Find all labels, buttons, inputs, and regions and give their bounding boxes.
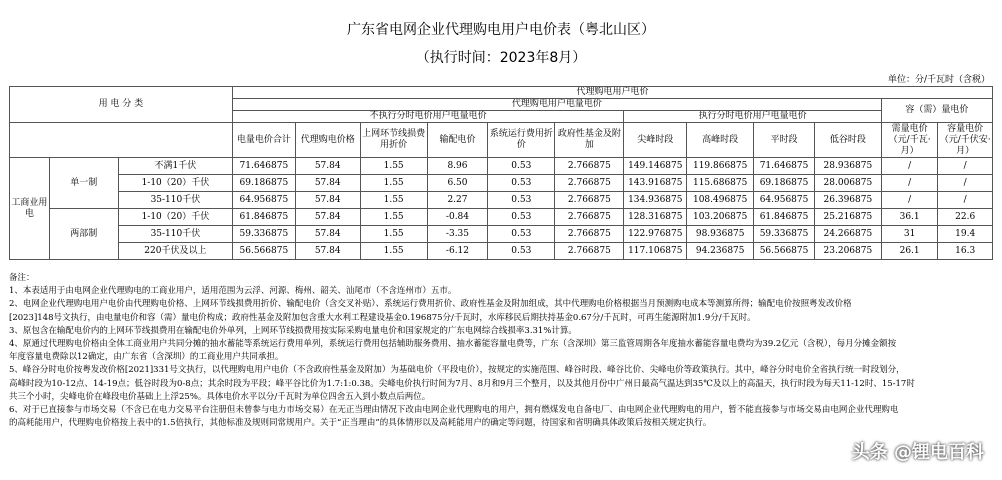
cell: 103.206875	[687, 209, 754, 226]
column-header: 输配电价	[427, 123, 488, 158]
cell: 25.216875	[814, 209, 881, 226]
column-header: 代理购电价格	[295, 123, 360, 158]
cell: 57.84	[295, 209, 360, 226]
cell: 1.55	[360, 192, 427, 209]
voltage-label: 35-110千伏	[118, 226, 232, 243]
cell: 57.84	[295, 243, 360, 260]
note-line: 5、峰谷分时电价按粤发改价格[2021]331号文执行，以代理购电用户电价（不含政府性基金及附加）为基础电价（平段电价），按规定的实施范围、峰谷时段、峰谷比价、尖峰电价等政策执行。其中，峰谷分时电价全省执行统一时段划分，	[9, 365, 905, 376]
cell: 56.566875	[232, 243, 295, 260]
cell: 143.916875	[624, 175, 687, 192]
column-header: 平时段	[754, 123, 815, 158]
cell: 134.936875	[624, 192, 687, 209]
cell: 26.1	[881, 243, 938, 260]
page-title: 广东省电网企业代理购电用户电价表（粤北山区）	[347, 22, 655, 38]
cell: /	[881, 158, 938, 175]
cell: 31	[881, 226, 938, 243]
cell: 117.106875	[624, 243, 687, 260]
cell: 16.3	[938, 243, 993, 260]
cell: 36.1	[881, 209, 938, 226]
header-blank-cell	[10, 123, 233, 158]
column-header: 低谷时段	[814, 123, 881, 158]
cell: 8.96	[427, 158, 488, 175]
cell: /	[938, 175, 993, 192]
note-line: 年度容量电费除以12确定，由广东省（含深圳）的工商业用户共同承担。	[9, 352, 284, 363]
table-row	[10, 209, 993, 226]
cell: 2.766875	[555, 175, 624, 192]
cell: 0.53	[488, 175, 555, 192]
note-line: 共三个小时，尖峰电价在峰段电价基础上上浮25%。具体电价水平以分/千瓦时为单位四舍五入到小数点后两位。	[9, 391, 431, 402]
cell: 122.976875	[624, 226, 687, 243]
note-line: 1、本表适用于由电网企业代理购电的工商业用户，适用范围为云浮、河源、梅州、韶关、汕尾市（不含连州市）五市。	[9, 286, 457, 297]
cell: 0.53	[488, 209, 555, 226]
note-line: 3、原包含在输配电价内的上网环节线损费用在输配电价外单列，上网环节线损费用按实际采购电量电价和国家规定的广东电网综合线损率3.31%计算。	[9, 325, 577, 336]
cell: 28.006875	[814, 175, 881, 192]
voltage-label: 不满1千伏	[118, 158, 232, 175]
cell: 1.55	[360, 158, 427, 175]
column-header: 电量电价合计	[232, 123, 295, 158]
header-category: 用 电 分 类	[10, 87, 233, 123]
note-line: 6、对于已直接参与市场交易（不含已在电力交易平台注册但未曾参与电力市场交易）在无正当理由情况下改由电网企业代理购电的用户，拥有燃煤发电自备电厂、由电网企业代理购电的用户，暂不能直接参与市场交易由电网企业代理购电	[9, 405, 899, 416]
cell: 22.6	[938, 209, 993, 226]
cell: /	[881, 192, 938, 209]
cell: -6.12	[427, 243, 488, 260]
cell: 19.4	[938, 226, 993, 243]
cell: 64.956875	[232, 192, 295, 209]
cell: 64.956875	[754, 192, 815, 209]
cell: 61.846875	[232, 209, 295, 226]
cell: 6.50	[427, 175, 488, 192]
cell: 0.53	[488, 192, 555, 209]
note-line: 高峰时段为10-12点、14-19点；低谷时段为0-8点；其余时段为平段；峰平谷比价为1.7:1:0.38。尖峰电价执行时间为7月、8月和9月三个整月，以及其他月份中广州日最高气温达到35℃及以上的高温天，执行时段为每天11-12时、15-17时	[9, 378, 915, 389]
column-header: 上网环节线损费用折价	[360, 123, 427, 158]
table-row	[10, 175, 993, 192]
column-header: 需量电价（元/千瓦·月）	[881, 123, 938, 158]
cell: 149.146875	[624, 158, 687, 175]
cell: -0.84	[427, 209, 488, 226]
cell: 2.766875	[555, 243, 624, 260]
cell: 71.646875	[232, 158, 295, 175]
cell: 1.55	[360, 226, 427, 243]
cell: 0.53	[488, 243, 555, 260]
table-row	[10, 226, 993, 243]
cell: 24.266875	[814, 226, 881, 243]
column-header: 系统运行费用折价	[488, 123, 555, 158]
note-line: 的高耗能用户，代理购电价格按上表中的1.5倍执行，其他标准及规则同常规用户。关于“正当理由”的具体情形以及高耗能用户的确定等问题，待国家和省明确具体政策后按相关规定执行。	[9, 418, 712, 429]
cell: 0.53	[488, 158, 555, 175]
header-non-tou: 不执行分时电价用户电量电价	[232, 111, 623, 123]
cell: 57.84	[295, 158, 360, 175]
group-label: 工商业用电	[10, 158, 50, 260]
voltage-label: 1-10（20）千伏	[118, 209, 232, 226]
cell: 61.846875	[754, 209, 815, 226]
cell: -3.35	[427, 226, 488, 243]
cell: 98.936875	[687, 226, 754, 243]
cell: 57.84	[295, 192, 360, 209]
column-header: 尖峰时段	[624, 123, 687, 158]
cell: 115.686875	[687, 175, 754, 192]
column-header: 容量电价（元/千伏安·月）	[939, 123, 991, 156]
column-header: 高峰时段	[687, 123, 754, 158]
cell: 56.566875	[754, 243, 815, 260]
cell: /	[938, 192, 993, 209]
cell: 71.646875	[754, 158, 815, 175]
watermark: 头条 @锂电百科	[851, 442, 984, 463]
cell: 57.84	[295, 175, 360, 192]
column-header: 政府性基金及附加	[555, 123, 624, 158]
cell: 2.27	[427, 192, 488, 209]
cell: 69.186875	[232, 175, 295, 192]
single-label: 单一制	[49, 158, 118, 209]
voltage-label: 35-110千伏	[118, 192, 232, 209]
cell: 59.336875	[754, 226, 815, 243]
table-row	[10, 192, 993, 209]
cell: 23.206875	[814, 243, 881, 260]
header-proxy-price: 代理购电用户电价	[232, 87, 992, 99]
cell: 28.936875	[814, 158, 881, 175]
note-line: 2、电网企业代理购电用户电价由代理购电价格、上网环节线损费用折价、输配电价（含交叉补贴）、系统运行费用折价、政府性基金及附加组成，其中代理购电价格根据当月预测购电成本等测算所得；输配电价按照粤发改价格	[9, 299, 852, 310]
note-line: [2023]148号文执行，由电量电价和容（需）量电价构成；政府性基金及附加包含重大水利工程建设基金0.196875分/千瓦时，水库移民后期扶持基金0.67分/千瓦时，可再生能源附加1.9分/千瓦时。	[9, 312, 756, 323]
notes-heading: 备注：	[9, 273, 35, 283]
cell: /	[881, 175, 938, 192]
note-line: 4、原通过代理购电价格由全体工商业用户共同分摊的抽水蓄能等系统运行费用单列，系统运行费用包括辅助服务费用、抽水蓄能容量电费等，广东（含深圳）第三监管周期各年度抽水蓄能容量电费均为39.2亿元（含税），每月分摊金额按	[9, 339, 897, 350]
cell: 2.766875	[555, 226, 624, 243]
price-table	[9, 86, 993, 260]
table-row	[10, 158, 993, 175]
cell: 1.55	[360, 243, 427, 260]
header-capacity: 容（需）量电价	[881, 99, 992, 123]
header-columns-row	[10, 123, 993, 158]
cell: 2.766875	[555, 158, 624, 175]
voltage-label: 220千伏及以上	[118, 243, 232, 260]
cell: 2.766875	[555, 192, 624, 209]
cell: 1.55	[360, 175, 427, 192]
cell: 119.866875	[687, 158, 754, 175]
double-label: 两部制	[49, 209, 118, 260]
table-row	[10, 243, 993, 260]
cell: 2.766875	[555, 209, 624, 226]
header-energy-price: 代理购电用户电量电价	[232, 99, 881, 111]
cell: /	[938, 158, 993, 175]
cell: 26.396875	[814, 192, 881, 209]
cell: 57.84	[295, 226, 360, 243]
cell: 108.496875	[687, 192, 754, 209]
page-subtitle: （执行时间：2023年8月）	[415, 50, 587, 66]
header-tou: 执行分时电价用户电量电价	[624, 111, 881, 123]
cell: 94.236875	[687, 243, 754, 260]
cell: 59.336875	[232, 226, 295, 243]
unit-label: 单位：分/千瓦时（含税）	[887, 75, 990, 85]
cell: 69.186875	[754, 175, 815, 192]
voltage-label: 1-10（20）千伏	[118, 175, 232, 192]
cell: 1.55	[360, 209, 427, 226]
cell: 0.53	[488, 226, 555, 243]
cell: 128.316875	[624, 209, 687, 226]
notes-section	[9, 272, 993, 430]
